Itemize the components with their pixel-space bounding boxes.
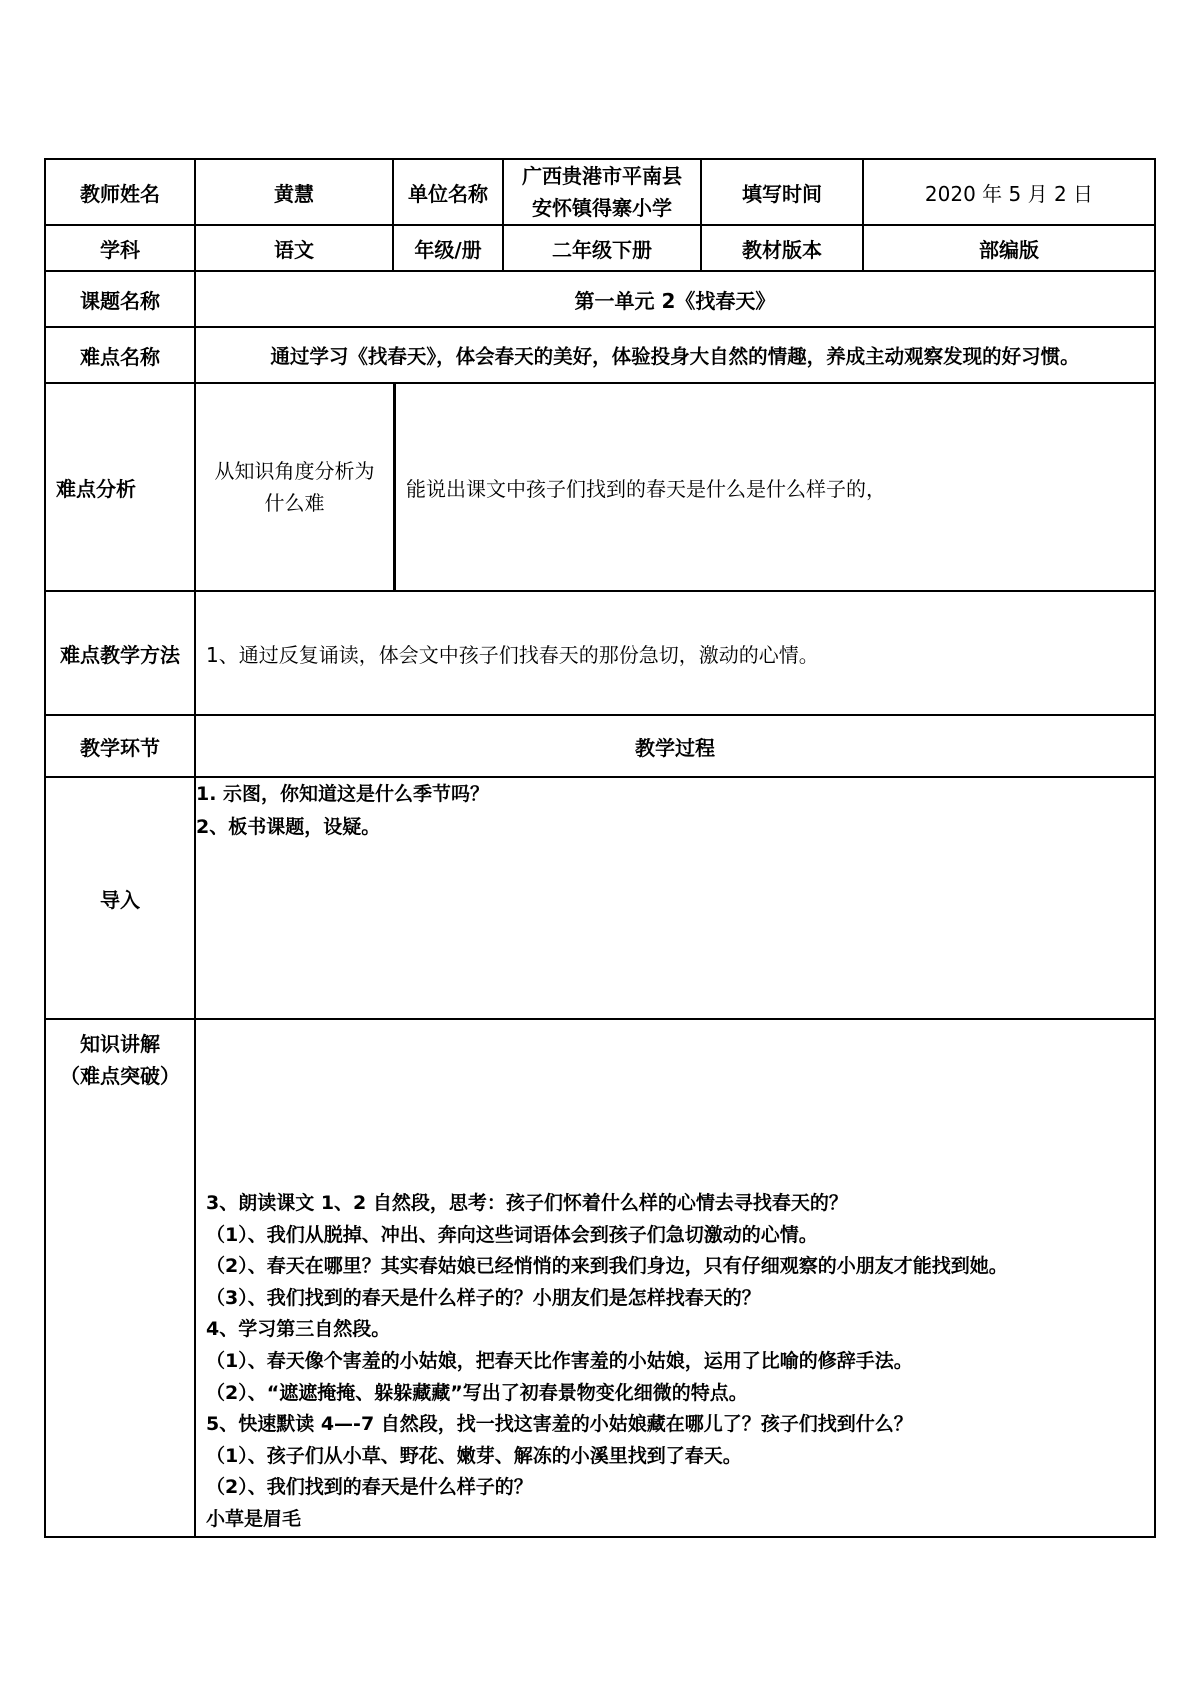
unit-label: 单位名称 <box>393 159 503 225</box>
row-subject <box>45 225 1155 271</box>
unit-value-line2: 安怀镇得寨小学 <box>532 196 672 220</box>
row-intro <box>45 777 1155 1019</box>
process-label: 教学环节 <box>45 715 195 777</box>
analysis-text: 能说出课文中孩子们找到的春天是什么是什么样子的， <box>406 476 886 501</box>
unit-value <box>503 159 701 225</box>
analysis-sub-label <box>196 384 396 590</box>
method-label: 难点教学方法 <box>45 591 195 715</box>
teacher-value: 黄慧 <box>195 159 393 225</box>
lesson-plan-table <box>44 158 1156 1538</box>
knowledge-line-1: 3、朗读课文 1、2 自然段，思考：孩子们怀着什么样的心情去寻找春天的？ <box>206 1192 848 1214</box>
topic-value: 第一单元 2《找春天》 <box>195 271 1155 327</box>
knowledge-line-5: 4、学习第三自然段。 <box>206 1318 391 1341</box>
teacher-label: 教师姓名 <box>45 159 195 225</box>
row-process-header <box>45 715 1155 777</box>
knowledge-line-3: （2）、春天在哪里？其实春姑娘已经悄悄的来到我们身边，只有仔细观察的小朋友才能找到她。 <box>206 1255 1008 1278</box>
intro-line-1: 1. 示图，你知道这是什么季节吗？ <box>196 783 490 805</box>
process-value: 教学过程 <box>195 715 1155 777</box>
knowledge-label <box>45 1019 195 1537</box>
knowledge-line-10: （2）、我们找到的春天是什么样子的？ <box>206 1476 533 1499</box>
grade-label: 年级/册 <box>393 225 503 271</box>
unit-value-line1: 广西贵港市平南县 <box>522 164 682 188</box>
subject-label: 学科 <box>45 225 195 271</box>
edition-value: 部编版 <box>863 225 1155 271</box>
grade-value: 二年级下册 <box>503 225 701 271</box>
row-knowledge <box>45 1019 1155 1537</box>
knowledge-label-line1: 知识讲解 <box>80 1032 160 1056</box>
row-analysis <box>45 383 1155 591</box>
row-topic <box>45 271 1155 327</box>
edition-label: 教材版本 <box>701 225 863 271</box>
knowledge-line-11: 小草是眉毛 <box>206 1507 302 1530</box>
intro-line-2: 2、板书课题，设疑。 <box>196 816 381 838</box>
date-value: 2020 年 5 月 2 日 <box>863 159 1155 225</box>
analysis-sub-label-line1: 从知识角度分析为 <box>214 459 375 483</box>
knowledge-line-2: （1）、我们从脱掉、冲出、奔向这些词语体会到孩子们急切激动的心情。 <box>206 1223 818 1246</box>
knowledge-line-8: 5、快速默读 4—-7 自然段，找一找这害羞的小姑娘藏在哪儿了？孩子们找到什么？ <box>206 1413 913 1436</box>
analysis-inner <box>196 384 1154 590</box>
intro-content <box>195 777 1155 1019</box>
knowledge-label-line2: （难点突破） <box>60 1064 180 1088</box>
row-difficulty <box>45 327 1155 383</box>
knowledge-line-9: （1）、孩子们从小草、野花、嫩芽、解冻的小溪里找到了春天。 <box>206 1444 742 1467</box>
topic-label: 课题名称 <box>45 271 195 327</box>
analysis-sub-label-line2: 什么难 <box>264 491 325 515</box>
row-method <box>45 591 1155 715</box>
difficulty-value: 通过学习《找春天》，体会春天的美好，体验投身大自然的情趣，养成主动观察发现的好习惯。 <box>195 327 1155 383</box>
date-label: 填写时间 <box>701 159 863 225</box>
method-text: 1、通过反复诵读，体会文中孩子们找春天的那份急切，激动的心情。 <box>195 591 1155 715</box>
analysis-label: 难点分析 <box>45 383 195 591</box>
analysis-cell <box>195 383 1155 591</box>
lesson-plan-sheet <box>44 158 1154 1538</box>
knowledge-line-4: （3）、我们找到的春天是什么样子的？小朋友们是怎样找春天的？ <box>206 1286 761 1309</box>
difficulty-label: 难点名称 <box>45 327 195 383</box>
knowledge-line-6: （1）、春天像个害羞的小姑娘，把春天比作害羞的小姑娘，运用了比喻的修辞手法。 <box>206 1349 913 1372</box>
knowledge-line-7: （2）、“遮遮掩掩、躲躲藏藏”写出了初春景物变化细微的特点。 <box>206 1381 748 1404</box>
knowledge-content <box>195 1019 1155 1537</box>
subject-value: 语文 <box>195 225 393 271</box>
row-teacher <box>45 159 1155 225</box>
intro-label: 导入 <box>45 777 195 1019</box>
